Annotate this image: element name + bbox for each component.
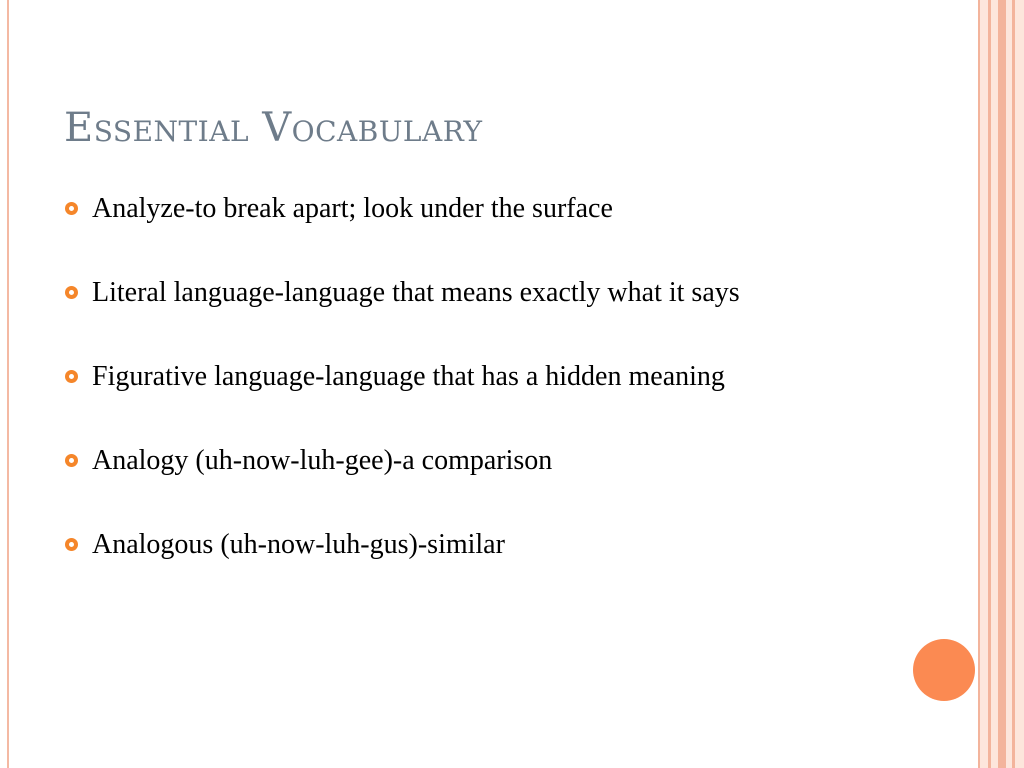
bullet-item <box>64 188 864 230</box>
bullet-text: Analogous (uh-now-luh-gus)-similar <box>92 529 505 560</box>
right-border-stripe <box>998 0 1006 768</box>
bullet-text: Analyze-to break apart; look under the surface <box>92 193 613 224</box>
bullet-item <box>64 272 864 314</box>
orange-circle-decoration <box>913 639 975 701</box>
bullet-item <box>64 356 864 398</box>
circle-bullet-icon <box>65 370 78 383</box>
left-border-line <box>0 0 9 768</box>
bullet-list <box>64 188 864 608</box>
right-border-stripe <box>978 0 980 768</box>
bullet-item <box>64 524 864 566</box>
bullet-text: Literal language-language that means exactly what it says <box>92 277 740 308</box>
right-border-stripe <box>1012 0 1015 768</box>
bullet-item <box>64 440 864 482</box>
circle-bullet-icon <box>65 538 78 551</box>
right-border-stripe <box>988 0 991 768</box>
slide-title: Essential Vocabulary <box>64 105 483 151</box>
circle-bullet-icon <box>65 286 78 299</box>
circle-bullet-icon <box>65 202 78 215</box>
circle-bullet-icon <box>65 454 78 467</box>
bullet-text: Analogy (uh-now-luh-gee)-a comparison <box>92 445 553 476</box>
bullet-text: Figurative language-language that has a hidden meaning <box>92 361 725 392</box>
